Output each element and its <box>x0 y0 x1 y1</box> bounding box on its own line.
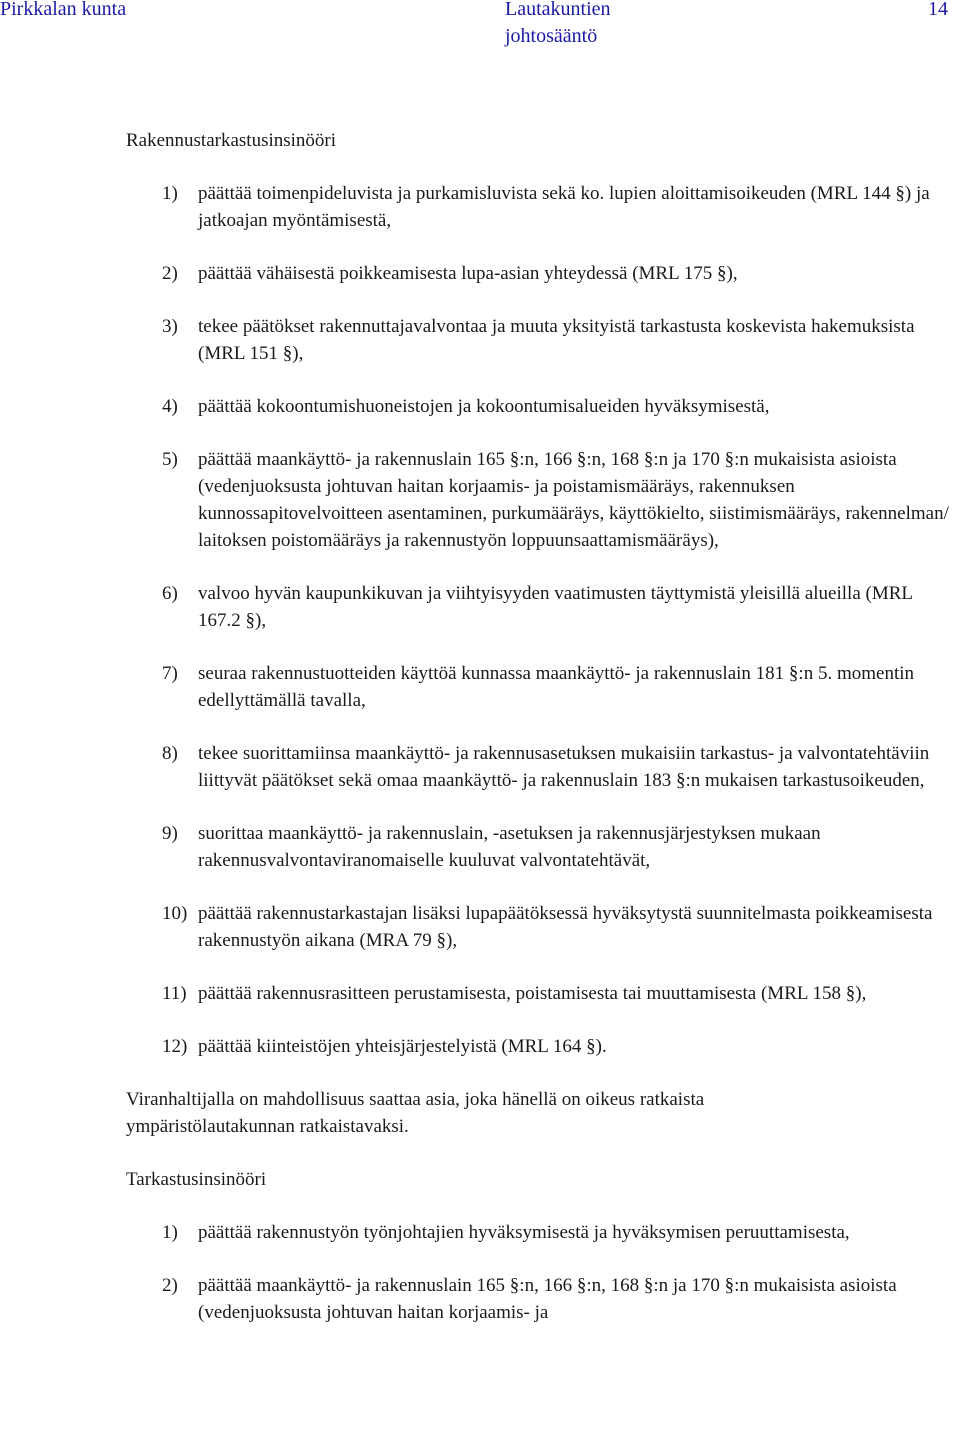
list-item <box>162 820 956 874</box>
list-item-text: päättää rakennustarkastajan lisäksi lupapäätöksessä hyväksytystä suunnitelmasta poikkeamisesta rakennustyön aikana (MRA 79 §), <box>198 903 933 951</box>
list-item-number: 2) <box>162 263 178 284</box>
section-title-rakennustarkastusinsinoori: Rakennustarkastusinsinööri <box>126 130 337 151</box>
list-item-number: 2) <box>162 1275 178 1296</box>
list-item <box>162 180 956 234</box>
list-item-text: päättää kiinteistöjen yhteisjärjestelyistä (MRL 164 §). <box>198 1036 607 1057</box>
list-item-text: päättää kokoontumishuoneistojen ja kokoontumisalueiden hyväksymisestä, <box>198 396 770 417</box>
list-item-text: päättää vähäisestä poikkeamisesta lupa-asian yhteydessä (MRL 175 §), <box>198 263 738 284</box>
duties-list-2 <box>126 1219 956 1326</box>
list-item-number: 11) <box>162 983 187 1004</box>
list-item-number: 8) <box>162 743 178 764</box>
section-title-tarkastusinsinoori: Tarkastusinsinööri <box>126 1169 267 1190</box>
list-item <box>162 980 956 1007</box>
list-item-text: päättää maankäyttö- ja rakennuslain 165 §:n, 166 §:n, 168 §:n ja 170 §:n mukaisista asioista (vedenjuoksusta johtuvan haitan korjaamis- ja poistamismääräys, rakennuksen kunnossapitovelvoitteen asentaminen, purkumääräys, käyttökielto, siistimismääräys, rakennelman/ laitoksen poistomääräys ja rakennustyön loppuunsaattamismääräys), <box>198 449 949 551</box>
list-item <box>162 260 956 287</box>
list-item <box>162 446 956 554</box>
header-organization: Pirkkalan kunta <box>0 0 127 20</box>
header-page-number: 14 <box>928 0 948 20</box>
list-item-text: seuraa rakennustuotteiden käyttöä kunnassa maankäyttö- ja rakennuslain 181 §:n 5. momentin edellyttämällä tavalla, <box>198 663 914 711</box>
document-body <box>126 127 956 1352</box>
list-item-number: 4) <box>162 396 178 417</box>
list-item-number: 7) <box>162 663 178 684</box>
header-document-title: Lautakuntien johtosääntö <box>505 0 611 47</box>
list-item-number: 5) <box>162 449 178 470</box>
list-item-text: päättää rakennustyön työnjohtajien hyväksymisestä ja hyväksymisen peruuttamisesta, <box>198 1222 850 1243</box>
list-item-text: tekee suorittamiinsa maankäyttö- ja rakennusasetuksen mukaisiin tarkastus- ja valvontatehtäviin liittyvät päätökset sekä omaa maankäyttö- ja rakennuslain 183 §:n mukaisen tarkastusoikeuden, <box>198 743 930 791</box>
delegation-note: Viranhaltijalla on mahdollisuus saattaa asia, joka hänellä on oikeus ratkaista ympäristölautakunnan ratkaistavaksi. <box>126 1089 705 1137</box>
page-header <box>0 0 960 56</box>
list-item-number: 1) <box>162 183 178 204</box>
list-item-text: valvoo hyvän kaupunkikuvan ja viihtyisyyden vaatimusten täyttymistä yleisillä alueilla (MRL 167.2 §), <box>198 583 913 631</box>
list-item <box>162 313 956 367</box>
list-item <box>162 1272 956 1326</box>
list-item-number: 6) <box>162 583 178 604</box>
list-item-text: päättää maankäyttö- ja rakennuslain 165 §:n, 166 §:n, 168 §:n ja 170 §:n mukaisista asioista (vedenjuoksusta johtuvan haitan korjaamis- ja <box>198 1275 897 1323</box>
list-item <box>162 393 956 420</box>
list-item-text: päättää toimenpideluvista ja purkamisluvista sekä ko. lupien aloittamisoikeuden (MRL 144 §) ja jatkoajan myöntämisestä, <box>198 183 930 231</box>
duties-list-1 <box>126 180 956 1060</box>
list-item-text: tekee päätökset rakennuttajavalvontaa ja muuta yksityistä tarkastusta koskevista hakemuksista (MRL 151 §), <box>198 316 915 364</box>
list-item-number: 12) <box>162 1036 188 1057</box>
list-item <box>162 660 956 714</box>
list-item <box>162 580 956 634</box>
list-item-number: 1) <box>162 1222 178 1243</box>
list-item <box>162 1033 956 1060</box>
list-item-number: 10) <box>162 903 188 924</box>
list-item-text: suorittaa maankäyttö- ja rakennuslain, -asetuksen ja rakennusjärjestyksen mukaan rakennusvalvontaviranomaiselle kuuluvat valvontatehtävät, <box>198 823 821 871</box>
list-item-number: 3) <box>162 316 178 337</box>
list-item <box>162 740 956 794</box>
list-item-text: päättää rakennusrasitteen perustamisesta, poistamisesta tai muuttamisesta (MRL 158 §), <box>198 983 867 1004</box>
list-item <box>162 900 956 954</box>
list-item-number: 9) <box>162 823 178 844</box>
list-item <box>162 1219 956 1246</box>
